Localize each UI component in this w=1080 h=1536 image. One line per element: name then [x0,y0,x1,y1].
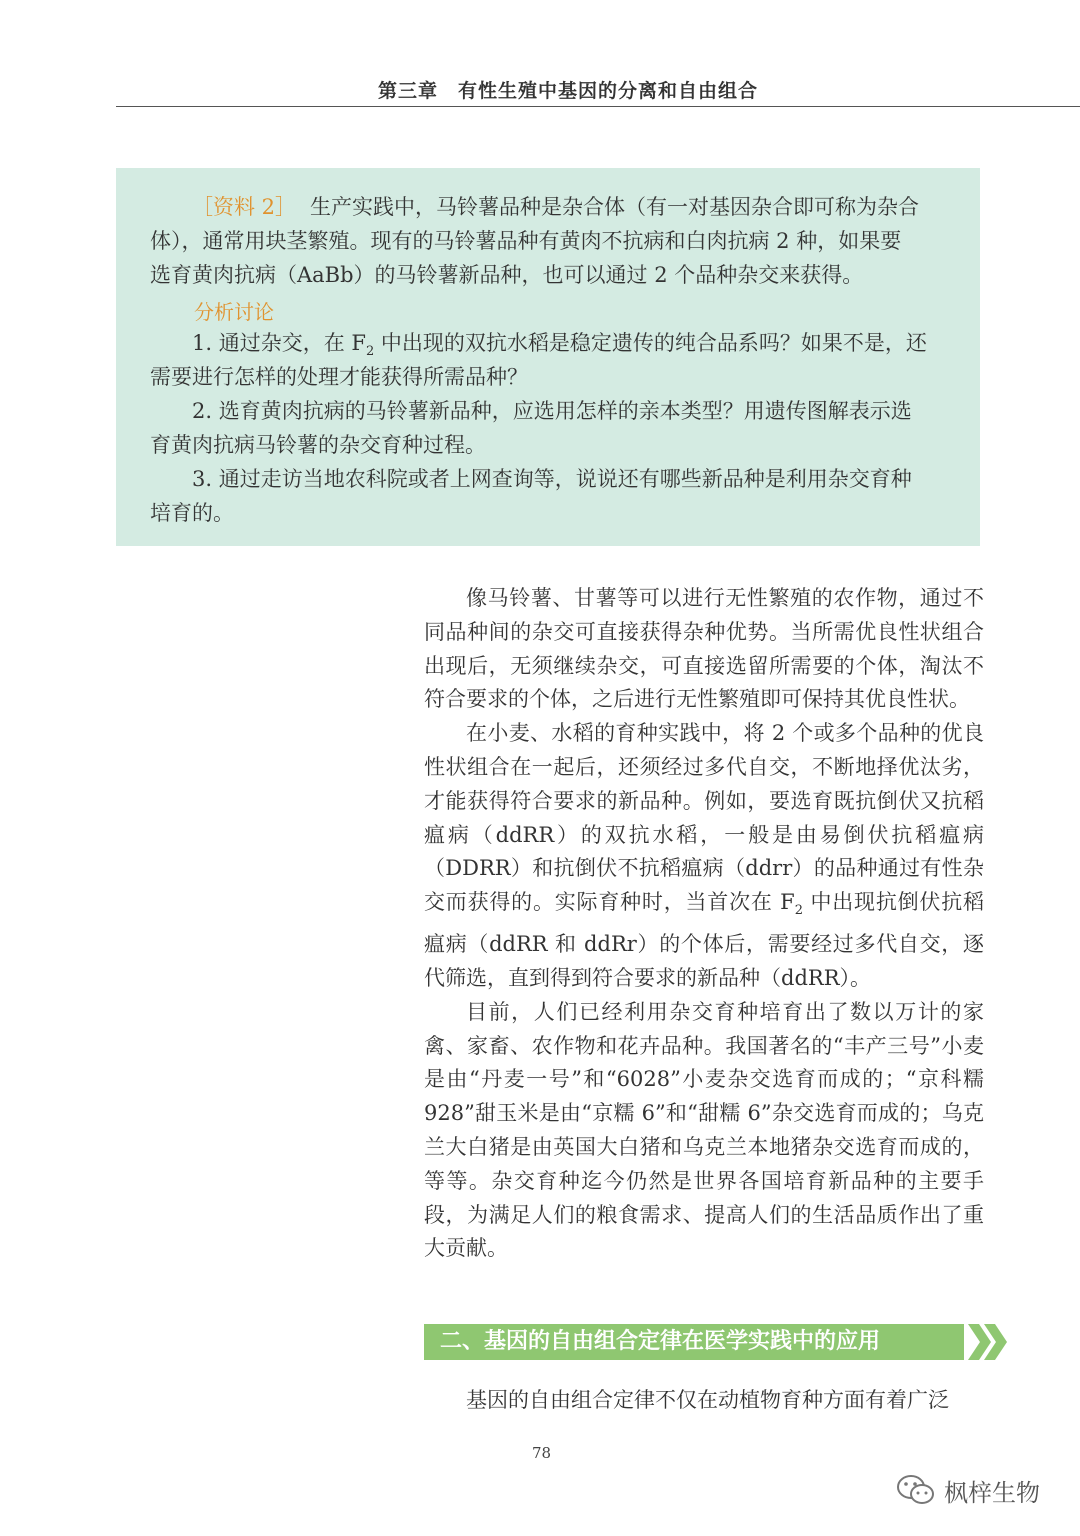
question-1-line-2: 需要进行怎样的处理才能获得所需品种？ [150,365,528,389]
watermark [896,1470,1040,1510]
page-header [0,0,1080,110]
material-line-3: 选育黄肉抗病（AaBb）的马铃薯新品种，也可以通过 2 个品种杂交来获得。 [150,263,864,287]
wechat-icon [896,1473,936,1507]
paragraph-2-subscript: 2 [794,903,803,919]
material-box [116,168,980,546]
question-2: 2. 选育黄肉抗病的马铃薯新品种，应选用怎样的亲本类型？用遗传图解表示选 [192,399,912,423]
q1-text-b: 中出现的双抗水稻是稳定遗传的纯合品系吗？如果不是，还 [374,331,927,355]
material-line-2: 体），通常用块茎繁殖。现有的马铃薯品种有黄肉不抗病和白肉抗病 2 种，如果要 [150,229,902,253]
material-tag: ［资料 2］ [192,195,297,219]
header-divider [116,106,1080,107]
chapter-title: 第三章 有性生殖中基因的分离和自由组合 [378,80,759,102]
question-3: 3. 通过走访当地农科院或者上网查询等，说说还有哪些新品种是利用杂交育种 [192,467,912,491]
question-2-line-2: 育黄肉抗病马铃薯的杂交育种过程。 [150,433,486,457]
paragraph-2 [424,717,984,996]
paragraph-3: 目前，人们已经利用杂交育种培育出了数以万计的家禽、家畜、农作物和花卉品种。我国著名的“丰产三号”小麦是由“丹麦一号”和“6028”小麦杂交选育而成的；“京科糯 928”甜玉米是由“京糯 6”和“甜糯 6”杂交选育而成的；乌克兰大白猪是由英国大白猪和乌克兰本地猪杂交选育而成的，等等。杂交育种迄今仍然是世界各国培育新品种的主要手段，为满足人们的粮食需求、提高人们的生活品质作出了重大贡献。 [424,999,984,1261]
discussion-heading: 分析讨论 [194,300,274,324]
section-heading-bar [424,1324,964,1360]
double-chevron-right-icon [966,1324,1010,1360]
paragraph-2-text-a: 在小麦、水稻的育种实践中，将 2 个或多个品种的优良性状组合在一起后，还须经过多代自交，不断地择优汰劣，才能获得符合要求的新品种。例如，要选育既抗倒伏又抗稻瘟病（ddRR）的双抗水稻，一般是由易倒伏抗稻瘟病（DDRR）和抗倒伏不抗稻瘟病（ddrr）的品种通过有性杂交而获得的。实际育种时，当首次在 F [424,721,984,915]
section-heading: 二、基因的自由组合定律在医学实践中的应用 [440,1329,881,1354]
page-number: 78 [532,1444,552,1462]
material-line-1 [150,190,950,224]
watermark-text: 枫梓生物 [944,1478,1040,1507]
material-text-1: 生产实践中，马铃薯品种是杂合体（有一对基因杂合即可称为杂合 [310,195,920,219]
paragraph-4: 基因的自由组合定律不仅在动植物育种方面有着广泛 [466,1388,949,1412]
q1-subscript: 2 [365,344,375,360]
paragraph-2-text-b: 中出现抗倒伏抗稻瘟病（ddRR 和 ddRr）的个体后，需要经过多代自交，逐代筛选，直到得到符合要求的新品种（ddRR）。 [424,890,984,990]
q1-text-a: 1. 通过杂交，在 F [192,331,366,355]
paragraph-1: 像马铃薯、甘薯等可以进行无性繁殖的农作物，通过不同品种间的杂交可直接获得杂种优势。当所需优良性状组合出现后，无须继续杂交，可直接选留所需要的个体，淘汰不符合要求的个体，之后进行无性繁殖即可保持其优良性状。 [424,586,984,712]
question-3-line-2: 培育的。 [150,501,234,525]
main-text [424,582,984,1266]
